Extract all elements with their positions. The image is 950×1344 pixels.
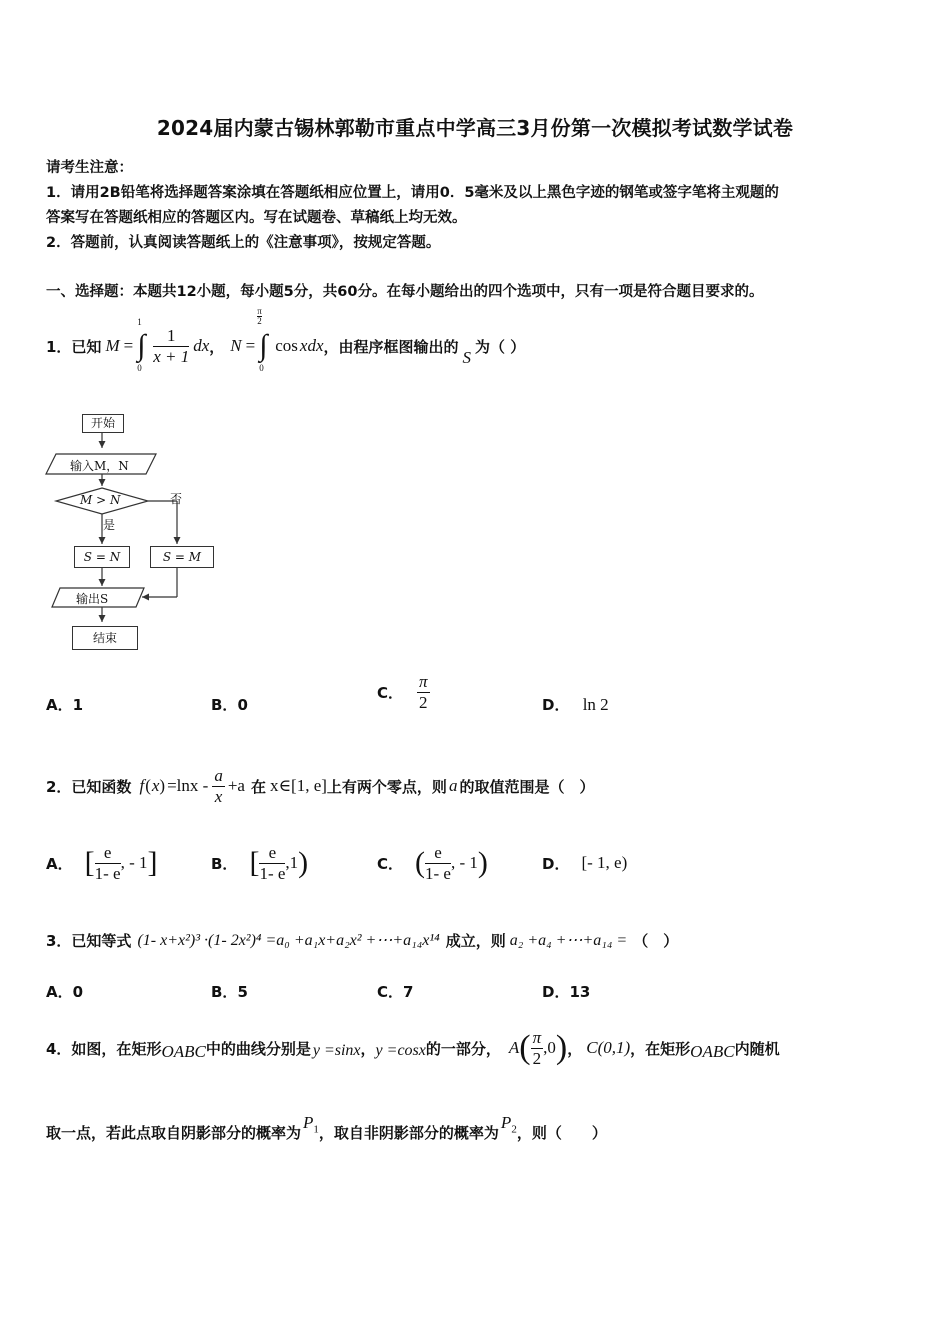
q4-C: C(0,1)	[586, 1038, 631, 1057]
q1-option-c-fraction	[417, 672, 430, 712]
q1-N: N	[230, 336, 242, 355]
q3-option-b-value: 5	[237, 983, 248, 1001]
q2-option-c-label: C．	[377, 854, 404, 873]
q1-int-lower: 0	[137, 363, 142, 373]
q2-expr2: +a	[227, 776, 245, 795]
flowchart-condition: M > N	[80, 493, 121, 507]
q1-end: 为（ ）	[475, 337, 526, 356]
q2-option-a	[46, 836, 158, 890]
q4-P2-letter: P	[500, 1112, 512, 1132]
q3-option-d-label: D．	[542, 983, 570, 1001]
q4-A: A	[508, 1038, 520, 1057]
flowchart	[40, 408, 240, 658]
q2-fraction	[212, 766, 225, 806]
q1-option-d	[542, 694, 609, 715]
q4-line2-a: 取一点，若此点取自阴影部分的概率为	[46, 1123, 302, 1142]
q1-int-upper: 1	[137, 317, 142, 327]
flowchart-input: 输入M，N	[70, 459, 129, 473]
q4-P2-sub: 2	[511, 1123, 517, 1136]
q2-frac-num: a	[214, 765, 223, 785]
q2-option-d-label: D．	[542, 854, 570, 873]
q4-prefix: 4．如图，在矩形	[46, 1039, 162, 1058]
q4-A-num: π	[532, 1027, 542, 1047]
q1-int2-upper-num: π	[257, 306, 262, 316]
q3-prefix: 3．已知等式	[46, 931, 132, 950]
q1-integral	[137, 317, 151, 373]
q2-option-b-fraction	[259, 843, 285, 883]
q1-option-c-den: 2	[419, 692, 428, 712]
q1-option-a	[46, 694, 83, 715]
q1-int2-upper-den: 2	[257, 316, 262, 326]
q1-option-b-value: 0	[237, 696, 248, 714]
q1-option-d-value: ln 2	[582, 695, 609, 714]
q3-option-c	[377, 981, 413, 1002]
q1-suffix: ，由程序框图输出的	[323, 337, 459, 356]
q2-f: f	[139, 776, 145, 795]
q2-option-d	[542, 836, 627, 890]
q1-option-b	[211, 694, 248, 715]
q4-P1	[303, 1113, 319, 1135]
q4-y-sin: y =sinx	[312, 1042, 361, 1059]
q2-option-b-rb: )	[298, 846, 309, 879]
q2-option-a-rb: ]	[147, 846, 158, 879]
q2-option-b	[211, 836, 308, 890]
q2-option-c-fraction	[425, 843, 451, 883]
q2-option-c-tail: , - 1	[450, 853, 478, 872]
q2-option-c-den: 1- e	[425, 863, 451, 883]
q1-frac-den: x + 1	[153, 346, 190, 366]
question-2: 2．已知函数 f ( x ) =lnx - $\frac{a}{x}$ +a 在 x∈[1, e] 上有两个零点，则 a 的取值范围是（ ）	[46, 765, 595, 806]
q2-suffix-1: 上有两个零点，则	[326, 777, 447, 796]
q1-S: S	[462, 348, 472, 367]
q4-line2-b: ，取自非阴影部分的概率为	[318, 1123, 499, 1142]
q1-option-a-value: 1	[72, 696, 84, 714]
question-4: 4．如图，在矩形 OABC 中的曲线分别是 y =sinx ， y =cosx 的一部分， A ( $\frac{\pi}{2}$ ,0 ) ， C(0,1) ，在矩形 OABC 内随机	[46, 1027, 780, 1068]
q1-M: M	[105, 336, 120, 355]
q2-option-c-num: e	[425, 843, 451, 864]
q2-mid: 在	[250, 777, 266, 796]
q3-end: （ ）	[633, 931, 679, 950]
q3-option-a-value: 0	[72, 983, 84, 1001]
flowchart-start: 开始	[82, 414, 124, 433]
q2-option-b-num: e	[259, 843, 285, 864]
q2-a: a	[448, 776, 458, 795]
q2-option-b-label: B．	[211, 854, 238, 873]
q1-eq: =	[123, 336, 134, 355]
q3-option-b-label: B．	[211, 983, 238, 1001]
q3-option-d	[542, 981, 590, 1002]
q1-eq-2: =	[245, 336, 256, 355]
flowchart-no: 否	[170, 492, 183, 506]
q4-text-2: 的一部分，	[425, 1039, 501, 1058]
q4-OABC-2: OABC	[690, 1042, 735, 1061]
notice-heading: 请考生注意：	[46, 160, 133, 176]
q3-mid: 成立，则	[445, 931, 506, 950]
q2-option-a-num: e	[95, 843, 121, 864]
q1-frac-num: 1	[153, 326, 189, 347]
q4-text-1: 中的曲线分别是	[205, 1039, 311, 1058]
q2-expr1: =lnx -	[167, 776, 209, 795]
q2-option-d-value: [- 1, e)	[581, 853, 628, 872]
q4-OABC: OABC	[161, 1042, 206, 1061]
q1-option-c-label: C．	[377, 683, 404, 702]
q1-xdx: xdx	[299, 336, 324, 355]
question-3	[46, 922, 678, 958]
q4-y-cos: y =cosx	[375, 1042, 426, 1059]
q2-option-b-tail: ,1	[285, 853, 299, 872]
q1-integral-2	[257, 306, 273, 373]
q4-comma-1: ，	[360, 1039, 376, 1058]
q2-option-c-rb: )	[477, 846, 488, 879]
q3-expr: (1- x+x²)³ ·(1- 2x²)⁴ =a₀ +a₁x+a₂x² +⋯+a₁₄x¹⁴	[137, 932, 440, 949]
q1-comma: ，	[209, 337, 225, 356]
q3-option-b	[211, 981, 248, 1002]
flowchart-box-left: S = N	[74, 546, 130, 568]
q2-prefix: 2．已知函数	[46, 777, 132, 796]
q4-P1-letter: P	[303, 1112, 314, 1132]
integral-sign-icon: ∫	[259, 329, 268, 362]
section-header: 一、选择题：本题共12小题，每小题5分，共60分。在每小题给出的四个选项中，只有一项是符合题目要求的。	[46, 284, 764, 300]
q4-text-4: 内随机	[734, 1039, 780, 1058]
page-title: 2024届内蒙古锡林郭勒市重点中学高三3月份第一次模拟考试数学试卷	[156, 116, 794, 140]
q1-option-c-num: π	[419, 672, 428, 691]
q3-expr2: a₂ +a₄ +⋯+a₁₄ =	[509, 932, 628, 949]
q2-option-a-den: 1- e	[94, 863, 121, 883]
flowchart-output: 输出S	[76, 592, 109, 606]
q1-int2-upper	[257, 307, 262, 326]
q3-option-d-value: 13	[569, 983, 591, 1001]
question-1	[46, 306, 526, 374]
notice-line-1a: 1．请用2B铅笔将选择题答案涂填在答题纸相应位置上，请用0．5毫米及以上黑色字迹的钢笔或签字笔将主观题的	[46, 185, 779, 201]
q3-option-c-value: 7	[403, 983, 414, 1001]
q4-P2	[501, 1113, 517, 1135]
q1-cos: cos	[275, 336, 298, 355]
q1-dx: dx	[193, 336, 210, 355]
notice-line-1b: 答案写在答题纸相应的答题区内。写在试题卷、草稿纸上均无效。	[46, 210, 467, 226]
q2-option-a-fraction	[95, 843, 121, 883]
q1-option-a-label: A．	[46, 696, 73, 714]
q3-option-c-label: C．	[377, 983, 404, 1001]
q2-suffix-2: 的取值范围是（ ）	[459, 777, 595, 796]
flowchart-box-right: S = M	[150, 546, 214, 568]
q4-line2-c: ，则（ ）	[516, 1123, 607, 1142]
q2-option-a-lb: [	[84, 846, 95, 879]
q4-A-den: 2	[532, 1048, 542, 1068]
q1-int2-lower: 0	[259, 363, 264, 373]
q2-option-a-tail: , - 1	[120, 853, 148, 872]
q1-prefix: 1．已知	[46, 337, 102, 356]
q2-frac-den: x	[214, 786, 223, 806]
q3-option-a-label: A．	[46, 983, 73, 1001]
flowchart-lines	[40, 408, 240, 658]
flowchart-yes: 是	[103, 518, 116, 532]
integral-sign-icon: ∫	[137, 329, 146, 362]
flowchart-end: 结束	[72, 626, 138, 650]
q4-A-tail: ,0	[543, 1038, 556, 1057]
question-4-line-2	[46, 1112, 607, 1152]
q2-option-b-lb: [	[249, 846, 260, 879]
q4-A-fraction	[531, 1028, 544, 1068]
q4-P1-sub: 1	[313, 1123, 319, 1136]
q1-option-d-label: D．	[542, 696, 570, 714]
q1-fraction	[153, 326, 189, 366]
q2-option-c-lb: (	[415, 846, 426, 879]
q2-option-a-label: A．	[46, 854, 73, 873]
q2-option-b-den: 1- e	[259, 863, 286, 883]
q1-option-b-label: B．	[211, 696, 238, 714]
q3-option-a	[46, 981, 83, 1002]
q2-range: x∈[1, e]	[269, 776, 327, 795]
q1-option-c	[377, 672, 430, 712]
q2-x: x	[151, 776, 160, 795]
q2-option-c	[377, 836, 488, 890]
q4-comma-2: ，	[567, 1039, 583, 1058]
notice-line-2: 2．答题前，认真阅读答题纸上的《注意事项》，按规定答题。	[46, 235, 441, 251]
q4-text-3: ，在矩形	[630, 1039, 691, 1058]
